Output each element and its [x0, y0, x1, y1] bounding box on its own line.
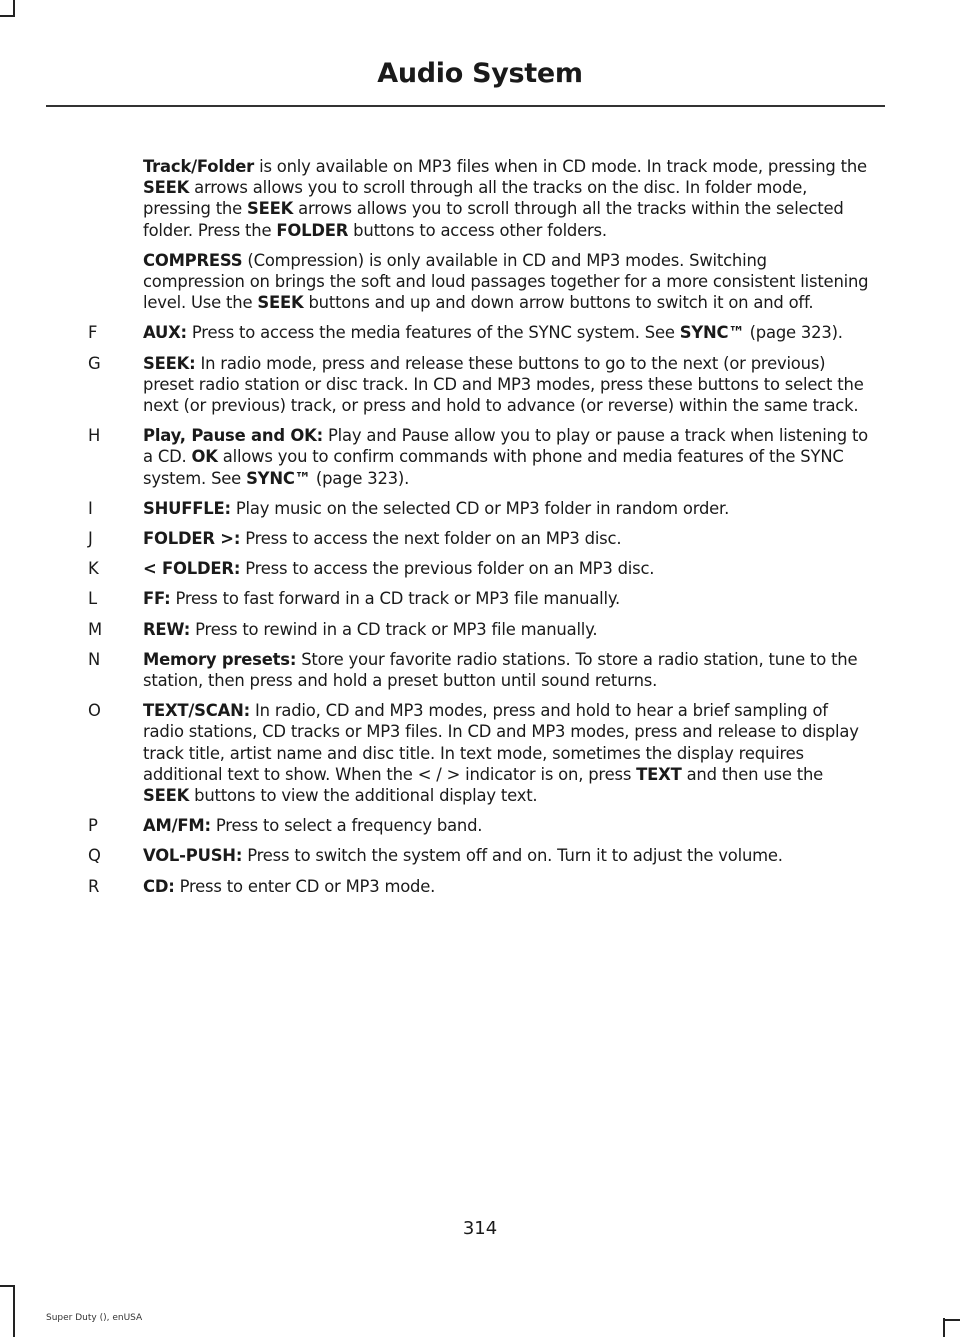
- list-item: [0, 558, 873, 579]
- list-item: [0, 498, 873, 519]
- body-text: Store your favorite radio stations. To store a radio station, tune to the station, then press and hold a preset button until sound returns.: [143, 649, 858, 691]
- body-text: Play and Pause allow you to play or pause a track when listening to a CD.: [143, 426, 869, 467]
- item-key: Q: [88, 846, 101, 866]
- bold-term: OK: [191, 447, 218, 467]
- item-key: H: [88, 426, 101, 446]
- bold-term: SHUFFLE:: [143, 498, 231, 518]
- definition-list: [0, 156, 960, 906]
- body-text: buttons to view the additional display text.: [189, 786, 538, 806]
- body-text: arrows allows you to scroll through all the tracks within the selected folder. Press the: [143, 199, 844, 240]
- list-item: [0, 619, 873, 640]
- body-text: Press to access the media features of the SYNC system. See: [186, 323, 680, 343]
- body-text: Press to switch the system off and on. Turn it to adjust the volume.: [242, 846, 783, 866]
- bold-term: SEEK:: [143, 353, 196, 373]
- body-text: buttons to access other folders.: [348, 220, 607, 240]
- bold-term: SYNC™: [679, 323, 745, 343]
- body-text: buttons and up and down arrow buttons to switch it on and off.: [303, 293, 814, 313]
- bold-term: REW:: [143, 619, 191, 639]
- body-text: Press to select a frequency band.: [210, 816, 483, 836]
- item-key: L: [88, 589, 97, 609]
- body-text: (page 323).: [744, 323, 843, 343]
- list-item: [0, 156, 873, 241]
- bold-term: COMPRESS: [143, 250, 243, 270]
- bold-term: CD:: [143, 876, 175, 896]
- bold-term: SEEK: [247, 199, 294, 219]
- list-item: [0, 588, 873, 609]
- bold-term: Play, Pause and OK:: [143, 426, 323, 446]
- body-text: is only available on MP3 files when in CD mode. In track mode, pressing the: [254, 157, 867, 176]
- body-text: Press to rewind in a CD track or MP3 file manually.: [190, 619, 598, 639]
- bold-term: < FOLDER:: [143, 559, 241, 579]
- crop-mark: [13, 0, 15, 16]
- item-key: O: [88, 701, 101, 721]
- bold-term: TEXT: [636, 764, 682, 784]
- body-text: (page 323).: [310, 468, 410, 488]
- bold-term: Track/Folder: [143, 157, 255, 176]
- body-text: Press to access the next folder on an MP3 disc.: [240, 529, 622, 549]
- item-key: P: [88, 816, 98, 836]
- crop-mark: [0, 1285, 15, 1287]
- body-text: allows you to confirm commands with phone and media features of the SYNC system. See: [143, 447, 844, 488]
- list-item: [0, 528, 873, 549]
- page-number: 314: [462, 1218, 498, 1239]
- bold-term: Memory presets:: [143, 649, 297, 669]
- item-key: N: [88, 649, 101, 669]
- item-key: R: [88, 876, 100, 896]
- crop-mark: [13, 1285, 15, 1337]
- body-text: In radio, CD and MP3 modes, press and hold to hear a brief sampling of radio stations, CD tracks or MP3 files. In CD and MP3 modes, press and release to display track title, artist name and disc title. In text mode, sometimes the display requires additional text to show. When the < / > indicator is on, press: [143, 701, 859, 784]
- crop-mark: [0, 15, 15, 17]
- body-text: In radio mode, press and release these buttons to go to the next (or previous) preset radio station or disc track. In CD and MP3 modes, press these buttons to select the next (or previous) track, or press and hold to advance (or reverse) within the same track.: [143, 353, 864, 416]
- list-item: [0, 700, 873, 806]
- bold-term: SEEK: [143, 786, 190, 806]
- bold-term: AUX:: [143, 323, 187, 343]
- page-title: Audio System: [377, 58, 583, 89]
- item-key: M: [88, 619, 102, 639]
- body-text: (Compression) is only available in CD and MP3 modes. Switching compression on brings the soft and loud passages together for a more consistent listening level. Use the: [143, 250, 869, 313]
- bold-term: SEEK: [257, 293, 304, 313]
- list-item: [0, 815, 873, 836]
- list-item: [0, 876, 873, 897]
- item-key: G: [88, 353, 101, 373]
- body-text: and then use the: [681, 764, 824, 784]
- bold-term: FF:: [143, 589, 171, 609]
- list-item: [0, 250, 873, 314]
- bold-term: SEEK: [143, 178, 190, 198]
- crop-mark: [945, 1319, 960, 1321]
- bold-term: AM/FM:: [143, 816, 211, 836]
- item-key: F: [88, 323, 98, 343]
- bold-term: FOLDER >:: [143, 529, 241, 549]
- bold-term: SYNC™: [246, 468, 311, 488]
- bold-term: FOLDER: [276, 220, 349, 240]
- document-id: Super Duty (), enUSA: [46, 1313, 143, 1323]
- body-text: Press to access the previous folder on an MP3 disc.: [240, 559, 655, 579]
- body-text: Play music on the selected CD or MP3 folder in random order.: [230, 498, 730, 518]
- body-text: Press to fast forward in a CD track or MP3 file manually.: [170, 589, 621, 609]
- bold-term: VOL-PUSH:: [143, 846, 243, 866]
- list-item: [0, 845, 873, 866]
- item-key: J: [88, 529, 93, 549]
- list-item: [0, 322, 873, 343]
- body-text: Press to enter CD or MP3 mode.: [174, 876, 436, 896]
- body-text: arrows allows you to scroll through all the tracks on the disc. In folder mode, pressing the: [143, 178, 808, 219]
- header-divider: [46, 105, 885, 107]
- item-key: I: [88, 498, 93, 518]
- list-item: [0, 425, 873, 489]
- list-item: [0, 353, 873, 417]
- item-key: K: [88, 559, 99, 579]
- list-item: [0, 649, 873, 691]
- bold-term: TEXT/SCAN:: [143, 701, 250, 721]
